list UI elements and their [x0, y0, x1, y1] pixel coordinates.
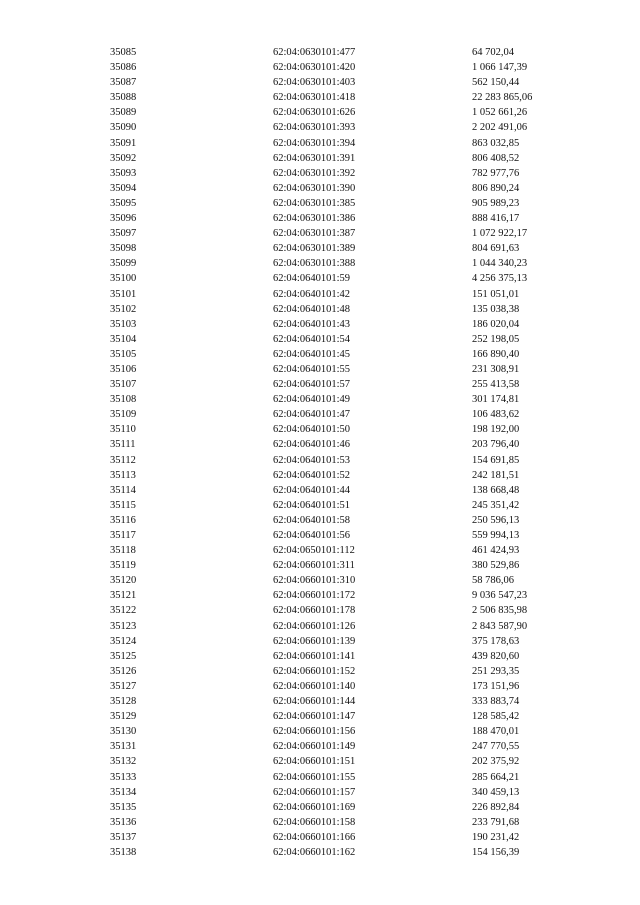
row-number: 35109 [110, 409, 137, 421]
table-row [0, 770, 640, 785]
row-number: 35136 [110, 816, 137, 828]
row-number: 35138 [110, 846, 137, 858]
row-number: 35092 [110, 152, 137, 164]
table-row [0, 754, 640, 769]
row-number: 35134 [110, 786, 137, 798]
cadastral-number: 62:04:0660101:139 [273, 635, 356, 647]
cadastral-number: 62:04:0640101:57 [273, 379, 351, 391]
cadastral-value: 559 994,13 [472, 530, 520, 541]
cadastral-number: 62:04:0660101:166 [273, 831, 356, 843]
row-number: 35120 [110, 575, 137, 587]
cadastral-number: 62:04:0630101:420 [273, 62, 356, 74]
cadastral-value: 301 174,81 [472, 394, 520, 406]
cadastral-number: 62:04:0660101:152 [273, 665, 356, 677]
cadastral-number: 62:04:0640101:48 [273, 303, 351, 315]
table-row [0, 437, 640, 452]
cadastral-number: 62:04:0660101:310 [273, 575, 356, 587]
row-number: 35137 [110, 831, 137, 843]
row-number: 35103 [110, 318, 137, 330]
cadastral-value: 154 691,85 [472, 454, 520, 466]
table-row [0, 558, 640, 573]
cadastral-value: 151 051,01 [472, 288, 520, 300]
cadastral-value: 231 308,91 [472, 363, 520, 375]
cadastral-number: 62:04:0660101:147 [273, 711, 356, 723]
cadastral-value: 128 585,42 [472, 711, 520, 723]
cadastral-value: 242 181,51 [472, 469, 520, 481]
row-number: 35121 [110, 590, 137, 602]
table-row [0, 75, 640, 90]
cadastral-number: 62:04:0630101:389 [273, 243, 356, 255]
cadastral-value: 190 231,42 [472, 831, 520, 843]
row-number: 35117 [110, 530, 136, 541]
table-row [0, 800, 640, 815]
cadastral-value: 58 786,06 [472, 575, 514, 587]
row-number: 35094 [110, 182, 137, 194]
row-number: 35085 [110, 47, 137, 58]
row-number: 35108 [110, 394, 137, 406]
cadastral-number: 62:04:0660101:141 [273, 650, 356, 662]
cadastral-number: 62:04:0630101:385 [273, 197, 356, 209]
cadastral-value: 333 883,74 [472, 696, 520, 708]
cadastral-number: 62:04:0630101:418 [273, 92, 356, 104]
row-number: 35093 [110, 167, 137, 179]
cadastral-number: 62:04:0650101:112 [273, 545, 355, 557]
row-number: 35102 [110, 303, 137, 315]
cadastral-value: 439 820,60 [472, 650, 520, 662]
table-row [0, 679, 640, 694]
cadastral-value: 380 529,86 [472, 560, 520, 572]
cadastral-value: 188 470,01 [472, 726, 520, 738]
row-number: 35119 [110, 560, 136, 572]
table-row [0, 709, 640, 724]
table-row [0, 166, 640, 181]
cadastral-value: 285 664,21 [472, 771, 520, 783]
cadastral-number: 62:04:0630101:626 [273, 107, 356, 119]
cadastral-number: 62:04:0640101:53 [273, 454, 351, 466]
cadastral-value: 186 020,04 [472, 318, 520, 330]
row-number: 35086 [110, 62, 137, 74]
cadastral-number: 62:04:0630101:387 [273, 228, 356, 240]
cadastral-number: 62:04:0640101:45 [273, 348, 351, 360]
cadastral-value: 173 151,96 [472, 680, 520, 692]
cadastral-value: 202 375,92 [472, 756, 520, 768]
row-number: 35130 [110, 726, 137, 738]
table-row [0, 619, 640, 634]
cadastral-value: 888 416,17 [472, 213, 520, 225]
cadastral-value: 22 283 865,06 [472, 92, 533, 104]
cadastral-number: 62:04:0640101:58 [273, 514, 351, 526]
row-number: 35098 [110, 243, 137, 255]
cadastral-number: 62:04:0630101:390 [273, 182, 356, 194]
row-number: 35122 [110, 605, 137, 617]
cadastral-value: 782 977,76 [472, 167, 520, 179]
row-number: 35132 [110, 756, 137, 768]
cadastral-value: 1 052 661,26 [472, 107, 528, 119]
table-row [0, 226, 640, 241]
cadastral-number: 62:04:0660101:149 [273, 741, 356, 753]
row-number: 35106 [110, 363, 137, 375]
cadastral-value: 804 691,63 [472, 243, 520, 255]
row-number: 35095 [110, 197, 137, 209]
table-row [0, 664, 640, 679]
row-number: 35097 [110, 228, 137, 240]
table-row [0, 634, 640, 649]
cadastral-value: 250 596,13 [472, 514, 520, 526]
cadastral-value: 806 408,52 [472, 152, 520, 164]
cadastral-number: 62:04:0660101:158 [273, 816, 356, 828]
cadastral-value: 106 483,62 [472, 409, 520, 421]
cadastral-number: 62:04:0640101:56 [273, 530, 351, 541]
cadastral-number: 62:04:0640101:55 [273, 363, 351, 375]
cadastral-number: 62:04:0660101:157 [273, 786, 356, 798]
row-number: 35090 [110, 122, 137, 134]
table-row [0, 483, 640, 498]
cadastral-value: 1 072 922,17 [472, 228, 528, 240]
table-row [0, 785, 640, 800]
cadastral-value: 233 791,68 [472, 816, 520, 828]
cadastral-value: 2 202 491,06 [472, 122, 528, 134]
table-row [0, 256, 640, 271]
table-row [0, 90, 640, 105]
cadastral-number: 62:04:0640101:44 [273, 484, 351, 496]
cadastral-value: 247 770,55 [472, 741, 520, 753]
row-number: 35118 [110, 545, 136, 557]
table-row [0, 407, 640, 422]
row-number: 35129 [110, 711, 137, 723]
cadastral-number: 62:04:0660101:169 [273, 801, 356, 813]
table-row [0, 271, 640, 286]
cadastral-value: 226 892,84 [472, 801, 520, 813]
cadastral-value: 2 843 587,90 [472, 620, 528, 632]
cadastral-value: 135 038,38 [472, 303, 520, 315]
cadastral-value: 138 668,48 [472, 484, 520, 496]
cadastral-number: 62:04:0640101:43 [273, 318, 351, 330]
cadastral-number: 62:04:0630101:393 [273, 122, 356, 134]
table-row [0, 120, 640, 135]
row-number: 35096 [110, 213, 137, 225]
cadastral-value: 806 890,24 [472, 182, 520, 194]
cadastral-number: 62:04:0630101:477 [273, 47, 356, 58]
cadastral-value: 154 156,39 [472, 846, 520, 858]
data-table [0, 45, 640, 860]
cadastral-value: 1 044 340,23 [472, 258, 528, 270]
row-number: 35091 [110, 137, 137, 149]
cadastral-value: 4 256 375,13 [472, 273, 528, 285]
cadastral-value: 245 351,42 [472, 499, 520, 511]
row-number: 35116 [110, 514, 136, 526]
cadastral-value: 252 198,05 [472, 333, 520, 345]
cadastral-number: 62:04:0660101:126 [273, 620, 356, 632]
table-row [0, 181, 640, 196]
cadastral-value: 198 192,00 [472, 424, 520, 436]
cadastral-number: 62:04:0630101:403 [273, 77, 356, 89]
cadastral-value: 461 424,93 [472, 545, 520, 557]
table-row [0, 377, 640, 392]
cadastral-number: 62:04:0640101:49 [273, 394, 351, 406]
row-number: 35110 [110, 424, 136, 436]
row-number: 35135 [110, 801, 137, 813]
cadastral-number: 62:04:0660101:144 [273, 696, 356, 708]
table-row [0, 422, 640, 437]
cadastral-number: 62:04:0640101:52 [273, 469, 351, 481]
table-row [0, 694, 640, 709]
row-number: 35089 [110, 107, 137, 119]
table-row [0, 332, 640, 347]
cadastral-number: 62:04:0640101:42 [273, 288, 351, 300]
row-number: 35133 [110, 771, 137, 783]
table-row [0, 649, 640, 664]
table-row [0, 45, 640, 60]
cadastral-value: 562 150,44 [472, 77, 520, 89]
table-row [0, 543, 640, 558]
row-number: 35123 [110, 620, 137, 632]
table-row [0, 588, 640, 603]
row-number: 35124 [110, 635, 137, 647]
cadastral-number: 62:04:0640101:54 [273, 333, 351, 345]
table-row [0, 151, 640, 166]
row-number: 35126 [110, 665, 137, 677]
table-row [0, 287, 640, 302]
cadastral-number: 62:04:0640101:46 [273, 439, 351, 451]
table-row [0, 468, 640, 483]
cadastral-number: 62:04:0630101:391 [273, 152, 356, 164]
table-row [0, 498, 640, 513]
table-row [0, 845, 640, 860]
table-row [0, 60, 640, 75]
table-row [0, 453, 640, 468]
row-number: 35131 [110, 741, 137, 753]
cadastral-number: 62:04:0660101:155 [273, 771, 356, 783]
row-number: 35112 [110, 454, 136, 466]
row-number: 35100 [110, 273, 137, 285]
cadastral-number: 62:04:0660101:162 [273, 846, 356, 858]
table-row [0, 513, 640, 528]
table-row [0, 528, 640, 543]
table-row [0, 136, 640, 151]
row-number: 35111 [110, 439, 136, 451]
table-row [0, 302, 640, 317]
table-row [0, 603, 640, 618]
row-number: 35113 [110, 469, 136, 481]
cadastral-number: 62:04:0640101:50 [273, 424, 351, 436]
cadastral-value: 2 506 835,98 [472, 605, 528, 617]
table-row [0, 724, 640, 739]
cadastral-number: 62:04:0660101:140 [273, 680, 356, 692]
table-row [0, 392, 640, 407]
row-number: 35088 [110, 92, 137, 104]
cadastral-value: 905 989,23 [472, 197, 520, 209]
cadastral-number: 62:04:0630101:392 [273, 167, 356, 179]
cadastral-value: 251 293,35 [472, 665, 520, 677]
row-number: 35125 [110, 650, 137, 662]
row-number: 35087 [110, 77, 137, 89]
cadastral-number: 62:04:0660101:156 [273, 726, 356, 738]
row-number: 35127 [110, 680, 137, 692]
cadastral-value: 203 796,40 [472, 439, 520, 451]
row-number: 35105 [110, 348, 137, 360]
table-row [0, 830, 640, 845]
cadastral-value: 166 890,40 [472, 348, 520, 360]
table-row [0, 739, 640, 754]
table-row [0, 317, 640, 332]
table-row [0, 347, 640, 362]
table-row [0, 241, 640, 256]
cadastral-number: 62:04:0630101:388 [273, 258, 356, 270]
cadastral-value: 64 702,04 [472, 47, 514, 58]
cadastral-value: 863 032,85 [472, 137, 520, 149]
cadastral-value: 9 036 547,23 [472, 590, 528, 602]
table-row [0, 196, 640, 211]
row-number: 35099 [110, 258, 137, 270]
table-row [0, 815, 640, 830]
cadastral-number: 62:04:0640101:47 [273, 409, 351, 421]
cadastral-number: 62:04:0640101:51 [273, 499, 351, 511]
cadastral-number: 62:04:0660101:172 [273, 590, 356, 602]
cadastral-value: 1 066 147,39 [472, 62, 528, 74]
cadastral-value: 375 178,63 [472, 635, 520, 647]
cadastral-value: 340 459,13 [472, 786, 520, 798]
cadastral-number: 62:04:0660101:178 [273, 605, 356, 617]
cadastral-number: 62:04:0640101:59 [273, 273, 351, 285]
row-number: 35128 [110, 696, 137, 708]
cadastral-number: 62:04:0630101:386 [273, 213, 356, 225]
row-number: 35101 [110, 288, 137, 300]
table-row [0, 362, 640, 377]
row-number: 35115 [110, 499, 136, 511]
table-row [0, 105, 640, 120]
table-row [0, 573, 640, 588]
row-number: 35114 [110, 484, 136, 496]
row-number: 35107 [110, 379, 137, 391]
row-number: 35104 [110, 333, 137, 345]
cadastral-number: 62:04:0630101:394 [273, 137, 356, 149]
cadastral-value: 255 413,58 [472, 379, 520, 391]
cadastral-number: 62:04:0660101:151 [273, 756, 356, 768]
table-row [0, 211, 640, 226]
cadastral-number: 62:04:0660101:311 [273, 560, 355, 572]
